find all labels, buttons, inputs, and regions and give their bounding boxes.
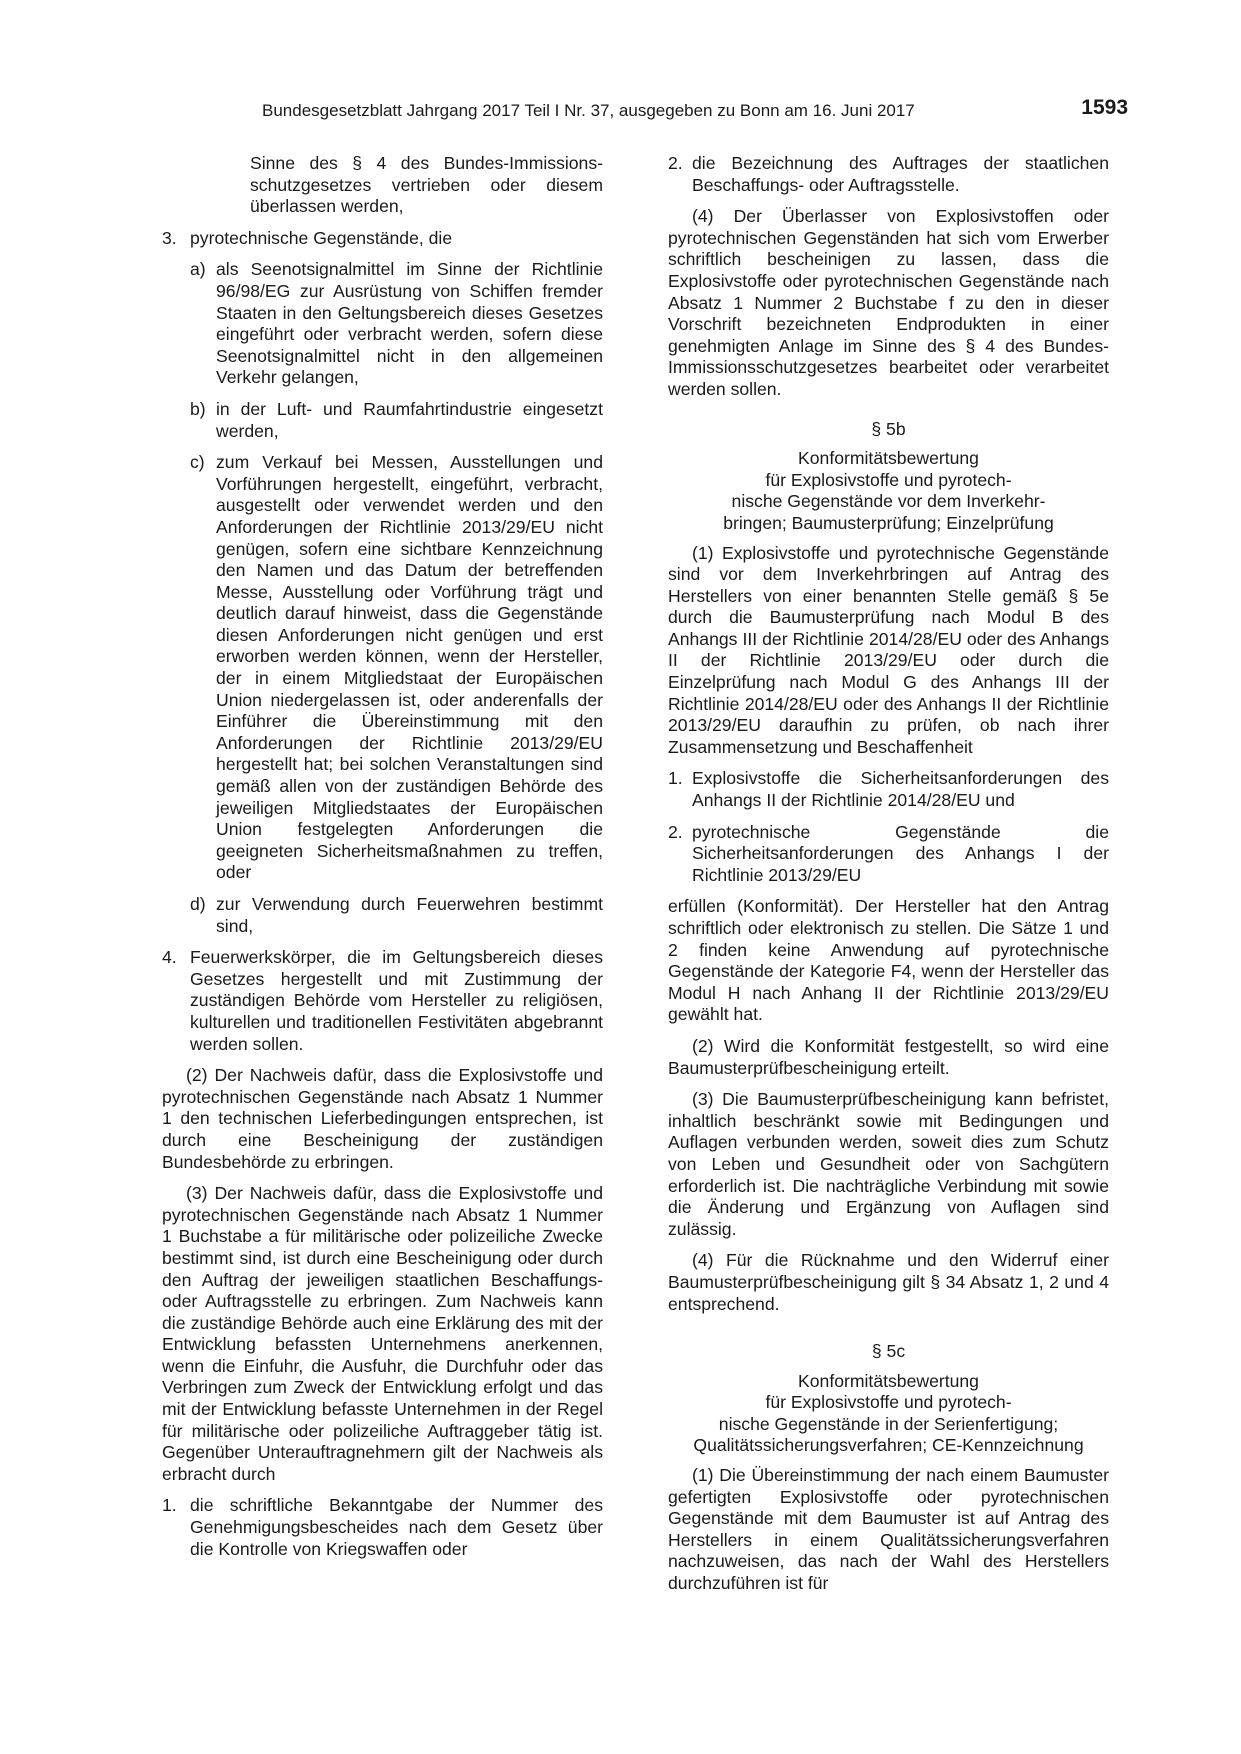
item-text: Feuerwerkskörper, die im Geltungsbereich dieses Gesetzes hergestellt und mit Zustimmung der zuständigen Behörde vom Hersteller zu religiösen, kulturellen und traditionellen Festivitäten abgebrannt werden sollen.: [190, 947, 603, 1054]
title-line: Konformitätsbewertung: [798, 1370, 979, 1391]
sub-item-b: [190, 399, 603, 442]
continued-text: Sinne des § 4 des Bundes-Immissionsschutzgesetzes vertrieben oder diesem überlassen werden,: [250, 153, 603, 217]
title-line: nische Gegenstände vor dem Inverkehr-: [731, 491, 1046, 512]
item-text: pyrotechnische Gegenstände, die: [190, 227, 453, 248]
paragraph-5b-2: (2) Wird die Konformität festgestellt, so wird eine Baumusterprüfbescheinigung erteilt.: [668, 1035, 1109, 1078]
item-number: 1.: [162, 1495, 177, 1516]
item-text: Explosivstoffe die Sicherheitsanforderungen des Anhangs II der Richtlinie 2014/28/EU und: [692, 768, 1109, 811]
left-column: [162, 153, 603, 1570]
item-number: 4.: [162, 947, 177, 968]
paragraph-4: (4) Der Überlasser von Explosivstoffen oder pyrotechnischen Gegenständen hat sich vom Erwerber schriftlich bescheinigen zu lassen, dass die Explosivstoffe oder pyrotechnischen Gegenstände nach Absatz 1 Nummer 2 Buchstabe f zu den in dieser Vorschrift bezeichneten Endprodukten in einer genehmigten Anlage im Sinne des § 4 des Bundes-Immissionsschutzgesetzes bearbeitet oder verarbeitet werden sollen.: [668, 206, 1109, 399]
section-number-5b: § 5b: [871, 418, 906, 439]
sub-item-text: zum Verkauf bei Messen, Ausstellungen und Vorführungen hergestellt, eingeführt, verbracht, ausgestellt oder verwendet werden und den Anforderungen der Richtlinie 2013/29/EU nicht genügen, sofern eine sichtbare Kennzeichnung den Namen und das Datum der betreffenden Messe, Ausstellung oder Vorführung trägt und deutlich darauf hinweist, dass die Gegenstände diesen Anforderungen nicht genügen und erst erworben werden können, wenn der Hersteller, der in einem Mitgliedstaat der Europäischen Union niedergelassen ist, oder anderenfalls der Einführer die Übereinstimmung mit den Anforderungen der Richtlinie 2013/29/EU hergestellt hat; bei solchen Veranstaltungen sind gemäß allen von der zuständigen Behörde des jeweiligen Mitgliedstaates der Europäischen Union festgelegten Anforderungen die geeigneten Sicherheitsmaßnahmen zu treffen, oder: [216, 452, 603, 883]
item-number: 2.: [668, 821, 683, 842]
title-line: bringen; Baumusterprüfung; Einzelprüfung: [723, 512, 1054, 533]
paragraph-5b-1-continued: erfüllen (Konformität). Der Hersteller hat den Antrag schriftlich oder elektronisch zu stellen. Die Sätze 1 und 2 finden keine Anwendung auf pyrotechnische Gegenstände der Kategorie F4, wenn der Hersteller das Modul H nach Anhang II der Richtlinie 2013/29/EU gewählt hat.: [668, 896, 1109, 1025]
sub-item-letter: d): [190, 894, 206, 914]
sub-item-letter: c): [190, 452, 205, 473]
list-item-1: [162, 1495, 603, 1560]
item-text: pyrotechnische Gegenstände die Sicherheitsanforderungen des Anhangs I der Richtlinie 2013/29/EU: [692, 821, 1109, 885]
list-item-2: [668, 822, 1109, 887]
sub-item-letter: a): [190, 259, 206, 280]
sub-item-text: in der Luft- und Raumfahrtindustrie eingesetzt werden,: [216, 398, 603, 441]
section-number-5c: § 5c: [871, 1341, 906, 1362]
title-line: Konformitätsbewertung: [798, 448, 979, 469]
sub-item-letter: b): [190, 398, 206, 419]
section-title-5c: [668, 1371, 1109, 1457]
paragraph-5b-4: (4) Für die Rücknahme und den Widerruf einer Baumusterprüfbescheinigung gilt § 34 Absatz 1, 2 und 4 entsprechend.: [668, 1250, 1109, 1314]
item-number: 3.: [162, 227, 177, 248]
page-number: 1593: [1081, 96, 1128, 119]
list-item-3: [162, 228, 603, 250]
list-item-4: [162, 947, 603, 1055]
item-number: 2.: [668, 153, 683, 173]
sub-item-text: zur Verwendung durch Feuerwehren bestimmt sind,: [216, 894, 603, 936]
right-column: [668, 153, 1109, 1605]
paragraph-5b-1: (1) Explosivstoffe und pyrotechnische Gegenstände sind vor dem Inverkehrbringen auf Antrag des Herstellers von einer benannten Stelle gemäß § 5e durch die Baumusterprüfung nach Modul B des Anhangs III der Richtlinie 2014/28/EU oder des Anhangs II der Richtlinie 2013/29/EU oder durch die Einzelprüfung nach Modul G des Anhangs III der Richtlinie 2014/28/EU oder des Anhangs II der Richtlinie 2013/29/EU daraufhin zu prüfen, ob nach ihrer Zusammensetzung und Beschaffenheit: [668, 542, 1109, 757]
title-line: für Explosivstoffe und pyrotech-: [765, 469, 1012, 490]
paragraph-5b-3: (3) Die Baumusterprüfbescheinigung kann befristet, inhaltlich beschränkt sowie mit Bedingungen und Auflagen verbunden werden, soweit dies zum Schutz von Leben und Gesundheit oder von Sachgütern erforderlich ist. Die nachträgliche Verbindung mit sowie die Änderung und Ergänzung von Auflagen sind zulässig.: [668, 1089, 1109, 1239]
list-item-1: [668, 768, 1109, 811]
title-line: für Explosivstoffe und pyrotech-: [765, 1392, 1012, 1413]
item-text: die Bezeichnung des Auftrages der staatlichen Beschaffungs- oder Auftragsstelle.: [692, 153, 1109, 195]
paragraph-3: (3) Der Nachweis dafür, dass die Explosivstoffe und pyrotechnischen Gegenstände nach Absatz 1 Nummer 1 Buchstabe a für militärische oder polizeiliche Zwecke bestimmt sind, ist durch eine Bescheinigung oder durch den Auftrag der jeweiligen staatlichen Beschaffungs- oder Auftragsstelle zu erbringen. Zum Nachweis kann die zuständige Behörde auch eine Erklärung des mit der Entwicklung befassten Unternehmens anerkennen, wenn die Einfuhr, die Ausfuhr, die Durchfuhr oder das Verbringen zum Zweck der Entwicklung erfolgt und das mit der Entwicklung befasste Unternehmen in der Regel für militärische oder polizeiliche Auftraggeber tätig ist. Gegenüber Unterauftragnehmern gilt der Nachweis als erbracht durch: [162, 1183, 603, 1484]
sub-item-c: [190, 452, 603, 884]
list-item-2: [668, 153, 1109, 196]
page-header: [262, 96, 1128, 124]
paragraph-2: (2) Der Nachweis dafür, dass die Explosivstoffe und pyrotechnischen Gegenstände nach Absatz 1 Nummer 1 den technischen Lieferbedingungen entsprechen, ist durch eine Bescheinigung der zuständigen Bundesbehörde zu erbringen.: [162, 1065, 603, 1172]
section-title-5b: [668, 448, 1109, 534]
sub-item-d: [190, 894, 603, 937]
running-head: Bundesgesetzblatt Jahrgang 2017 Teil I Nr. 37, ausgegeben zu Bonn am 16. Juni 2017: [262, 101, 915, 120]
title-line: nische Gegenstände in der Serienfertigung;: [718, 1413, 1059, 1434]
title-line: Qualitätssicherungsverfahren; CE-Kennzeichnung: [693, 1435, 1084, 1456]
paragraph-5c-1: (1) Die Übereinstimmung der nach einem Baumuster gefertigten Explosivstoffe oder pyrotechnischen Gegenstände mit dem Baumuster ist auf Antrag des Herstellers in einem Qualitätssicherungsverfahren nachzuweisen, das nach der Wahl des Herstellers durchzuführen ist für: [668, 1465, 1109, 1594]
sub-item-a: [190, 259, 603, 389]
item-text: die schriftliche Bekanntgabe der Nummer des Genehmigungsbescheides nach dem Gesetz über die Kontrolle von Kriegswaffen oder: [190, 1495, 603, 1559]
sub-item-text: als Seenotsignalmittel im Sinne der Richtlinie 96/98/EG zur Ausrüstung von Schiffen fremder Staaten in den Geltungsbereich dieses Gesetzes eingeführt oder verbracht werden, sofern diese Seenotsignalmittel nicht in den allgemeinen Verkehr gelangen,: [216, 259, 603, 388]
item-number: 1.: [668, 768, 683, 789]
